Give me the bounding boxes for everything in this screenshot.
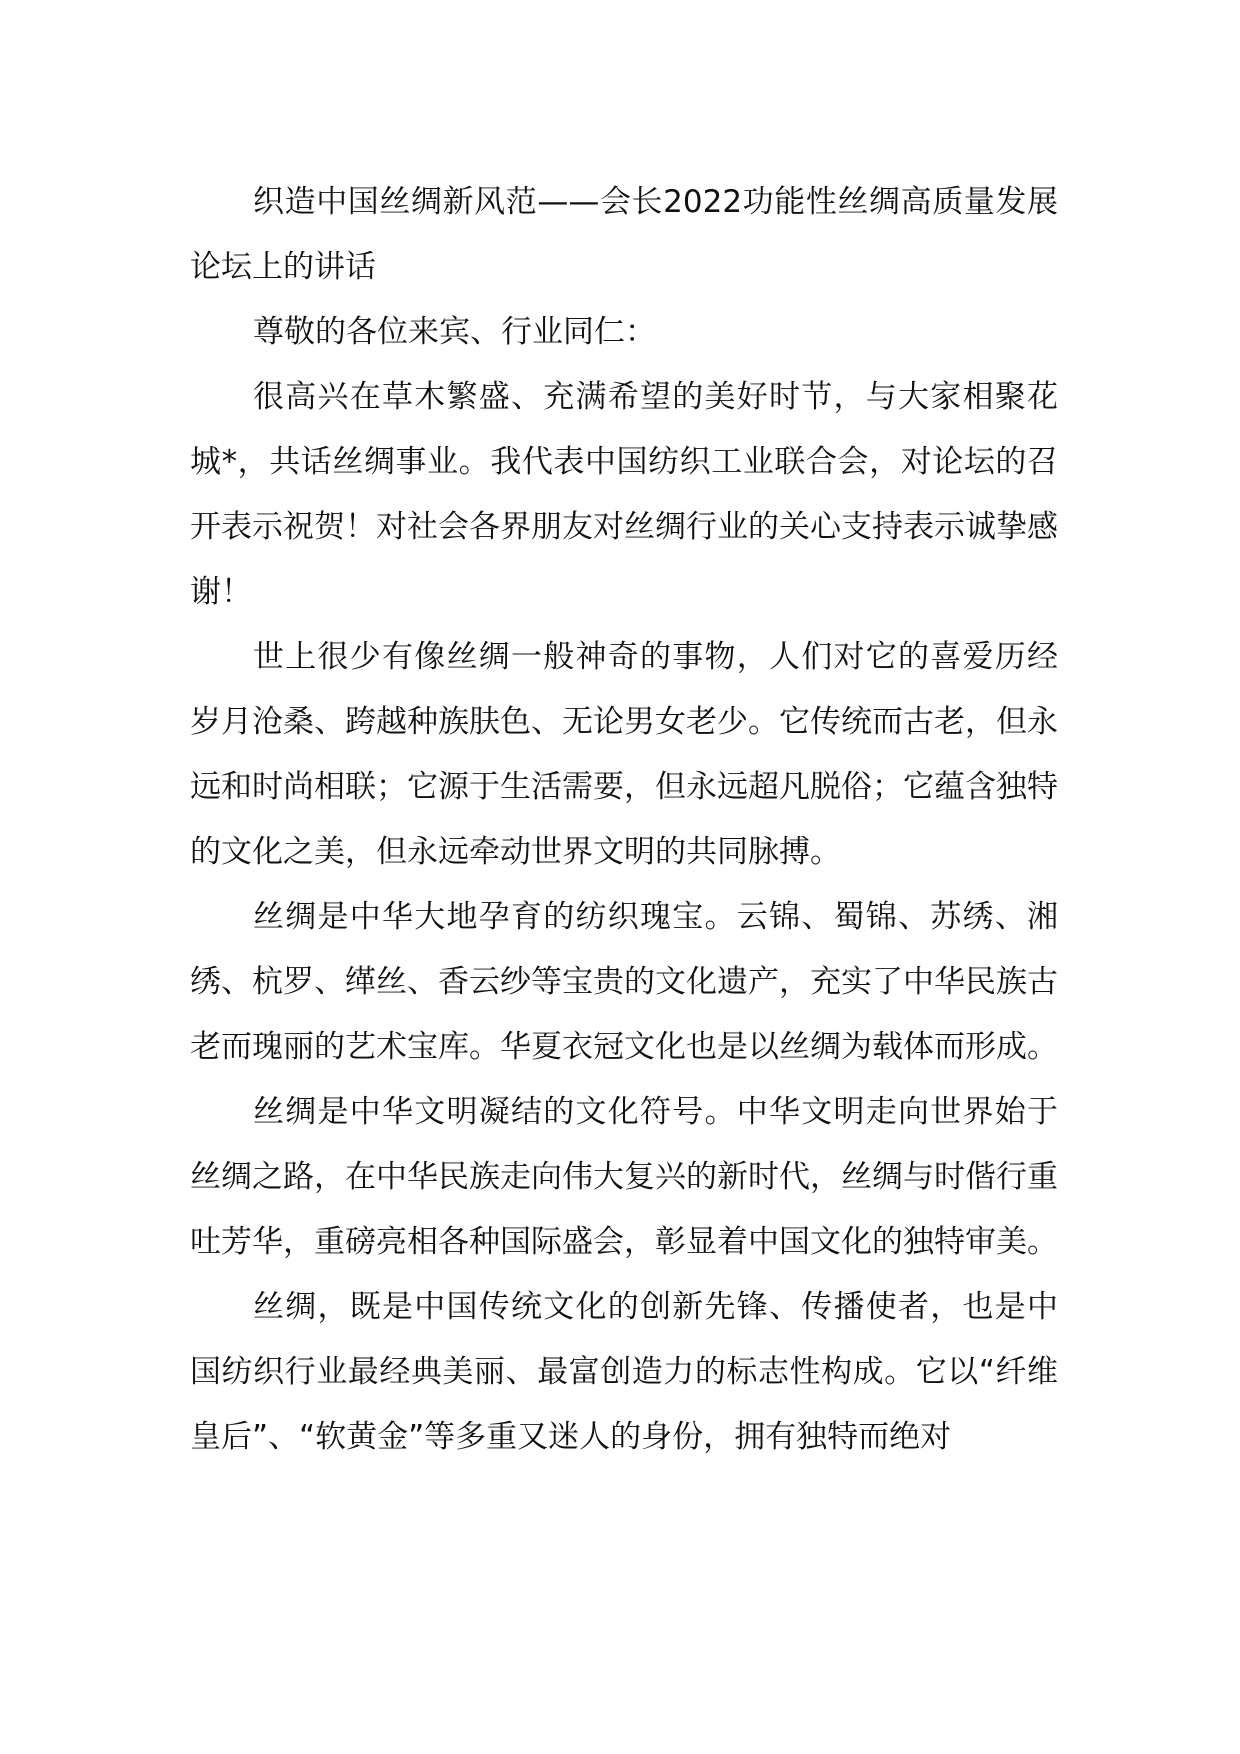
paragraph-2: 世上很少有像丝绸一般神奇的事物，人们对它的喜爱历经岁月沧桑、跨越种族肤色、无论男女老少。它传统而古老，但永远和时尚相联；它源于生活需要，但永远超凡脱俗；它蕴含独特的文化之美，但永远牵动世界文明的共同脉搏。 — [190, 639, 1058, 870]
paragraph-4: 丝绸是中华文明凝结的文化符号。中华文明走向世界始于丝绸之路，在中华民族走向伟大复兴的新时代，丝绸与时偕行重吐芳华，重磅亮相各种国际盛会，彰显着中国文化的独特审美。 — [190, 1094, 1058, 1260]
paragraph-3: 丝绸是中华大地孕育的纺织瑰宝。云锦、蜀锦、苏绣、湘绣、杭罗、缂丝、香云纱等宝贵的文化遗产，充实了中华民族古老而瑰丽的艺术宝库。华夏衣冠文化也是以丝绸为载体而形成。 — [190, 899, 1058, 1065]
document-title: 织造中国丝绸新风范——会长2022功能性丝绸高质量发展论坛上的讲话 — [190, 184, 1058, 285]
paragraph-5: 丝绸，既是中国传统文化的创新先锋、传播使者，也是中国纺织行业最经典美丽、最富创造力的标志性构成。它以“纤维皇后”、“软黄金”等多重又迷人的身份，拥有独特而绝对 — [190, 1289, 1058, 1455]
document-body — [190, 170, 1058, 1470]
paragraph-1: 很高兴在草木繁盛、充满希望的美好时节，与大家相聚花城*，共话丝绸事业。我代表中国纺织工业联合会，对论坛的召开表示祝贺！对社会各界朋友对丝绸行业的关心支持表示诚挚感谢！ — [190, 379, 1058, 610]
salutation: 尊敬的各位来宾、行业同仁： — [253, 314, 656, 350]
